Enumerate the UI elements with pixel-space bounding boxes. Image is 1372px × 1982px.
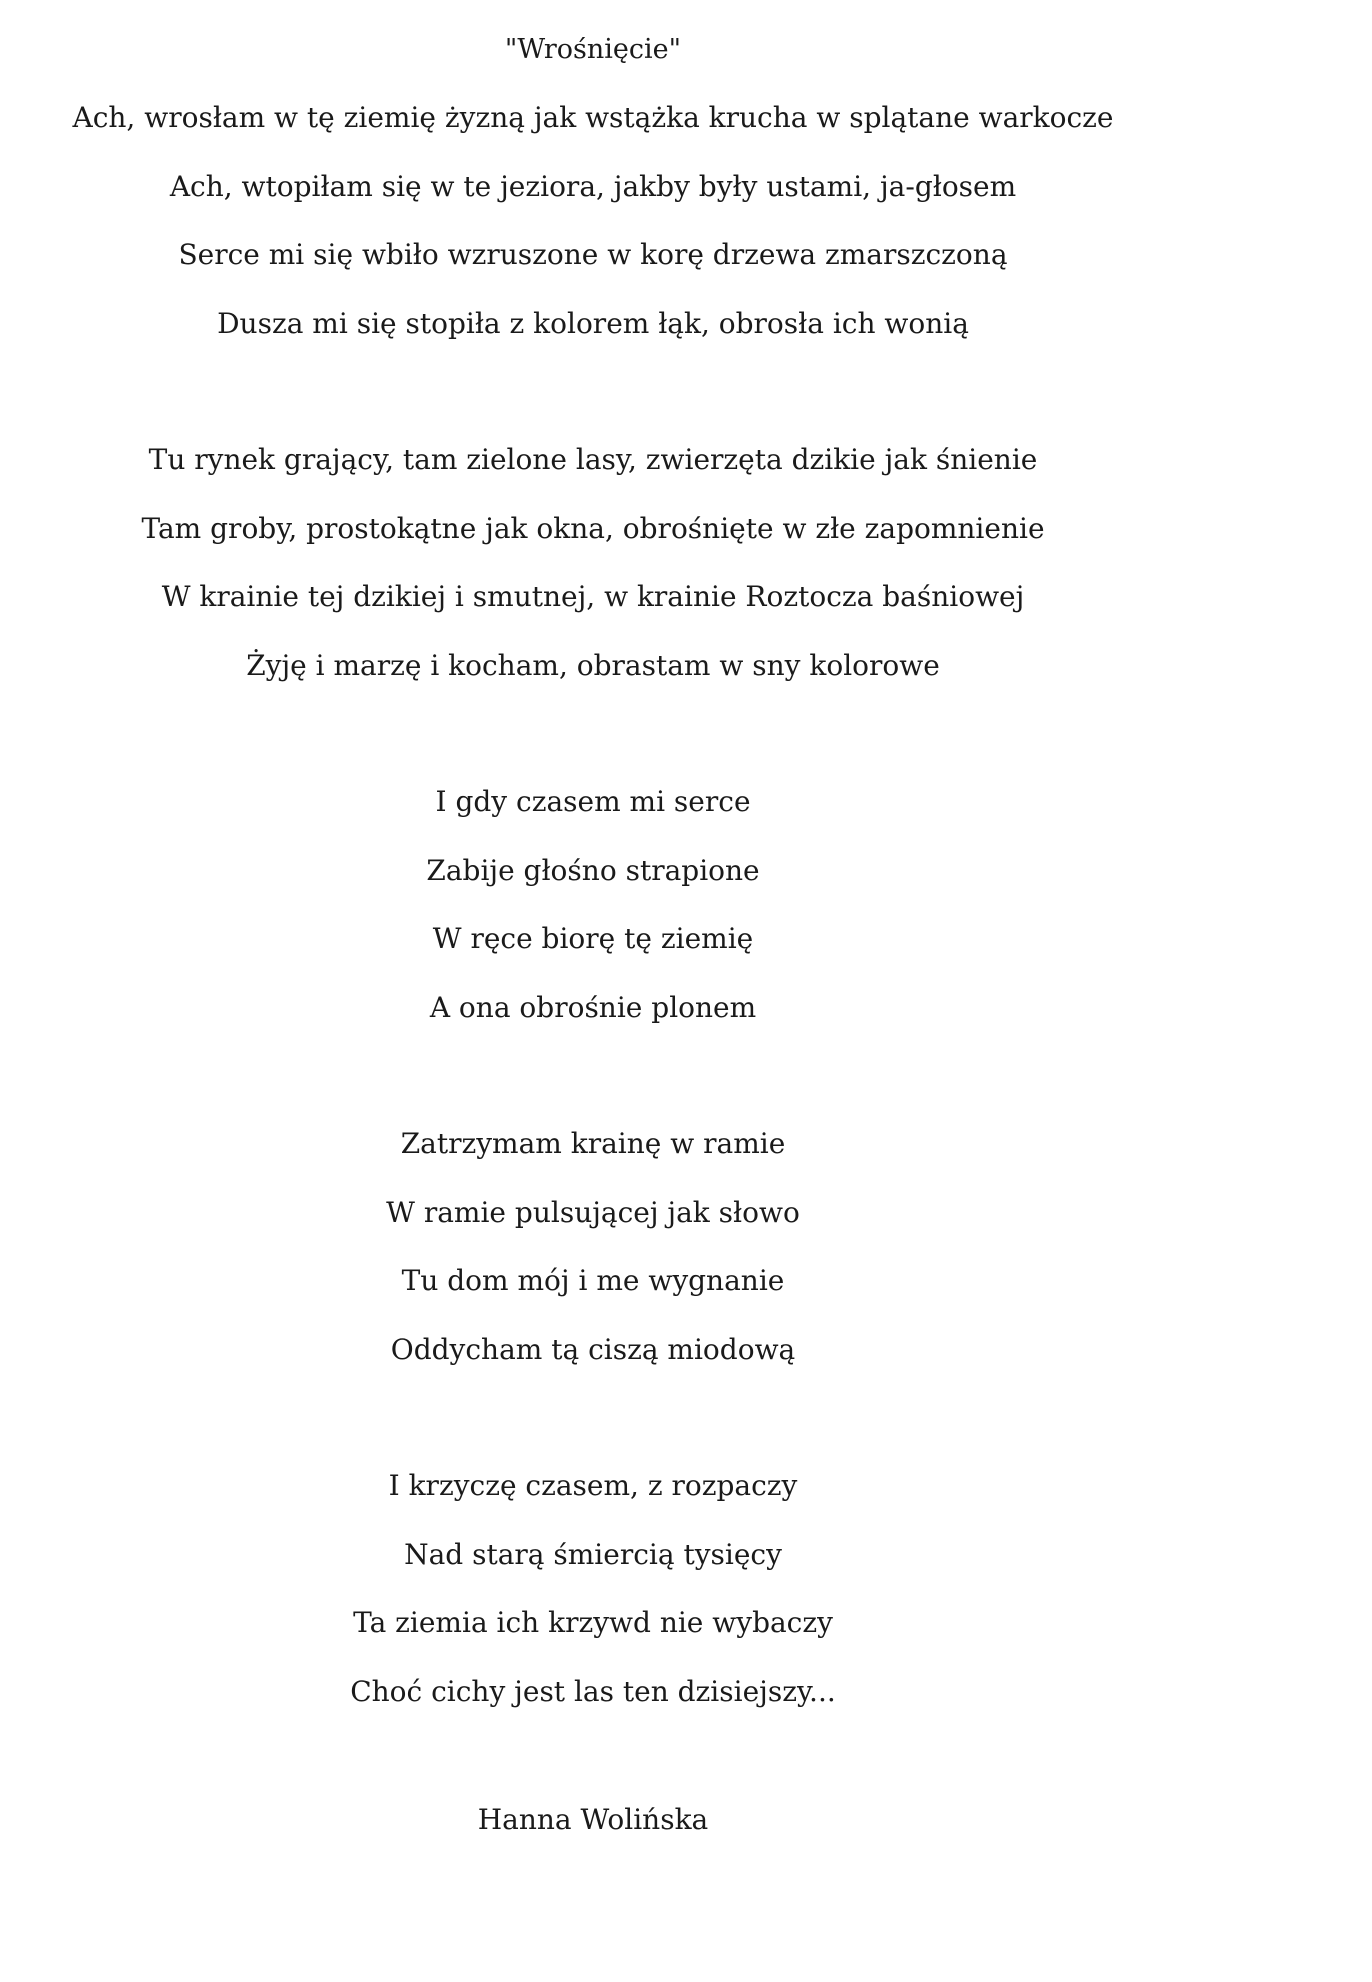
poem-line: Żyję i marzę i kocham, obrastam w sny kolorowe — [246, 648, 940, 682]
stanza-1 — [0, 98, 1186, 372]
poem-line: Tam groby, prostokątne jak okna, obrośnięte w złe zapomnienie — [141, 511, 1045, 545]
poem-line: Oddycham tą ciszą miodową — [390, 1332, 796, 1366]
stanza-4 — [0, 1124, 1186, 1398]
poem-line: I krzyczę czasem, z rozpaczy — [388, 1469, 798, 1502]
poem-line: I gdy czasem mi serce — [435, 785, 751, 818]
poem-title: "Wrośnięcie" — [504, 34, 682, 65]
poem-line: Ach, wtopiłam się w te jeziora, jakby były ustami, ja-głosem — [169, 169, 1017, 203]
poem-line: Nad starą śmiercią tysięcy — [404, 1537, 782, 1571]
stanza-3 — [0, 782, 1186, 1056]
poem-line: Zabije głośno strapione — [426, 853, 760, 887]
poem-line: Ta ziemia ich krzywd nie wybaczy — [353, 1606, 833, 1639]
poem-line: A ona obrośnie plonem — [429, 990, 757, 1024]
poem-line: Tu dom mój i me wygnanie — [401, 1264, 785, 1297]
poem-line: Ach, wrosłam w tę ziemię żyzną jak wstążka krucha w splątane warkocze — [72, 101, 1114, 134]
poem-line: Serce mi się wbiło wzruszone w korę drzewa zmarszczoną — [178, 238, 1008, 271]
poem-line: W ramie pulsującej jak słowo — [386, 1195, 800, 1229]
poem-line: W krainie tej dzikiej i smutnej, w krainie Roztocza baśniowej — [161, 580, 1025, 613]
poem-line: Dusza mi się stopiła z kolorem łąk, obrosła ich wonią — [217, 306, 969, 340]
poem-line: Tu rynek grający, tam zielone lasy, zwierzęta dzikie jak śnienie — [148, 443, 1038, 476]
stanza-5 — [0, 1466, 1186, 1740]
poem-author: Hanna Wolińska — [477, 1803, 709, 1836]
poem-line: Choć cichy jest las ten dzisiejszy... — [350, 1674, 836, 1708]
poem-line: Zatrzymam krainę w ramie — [400, 1127, 786, 1160]
stanza-2 — [0, 440, 1186, 714]
poem-line: W ręce biorę tę ziemię — [432, 922, 754, 955]
